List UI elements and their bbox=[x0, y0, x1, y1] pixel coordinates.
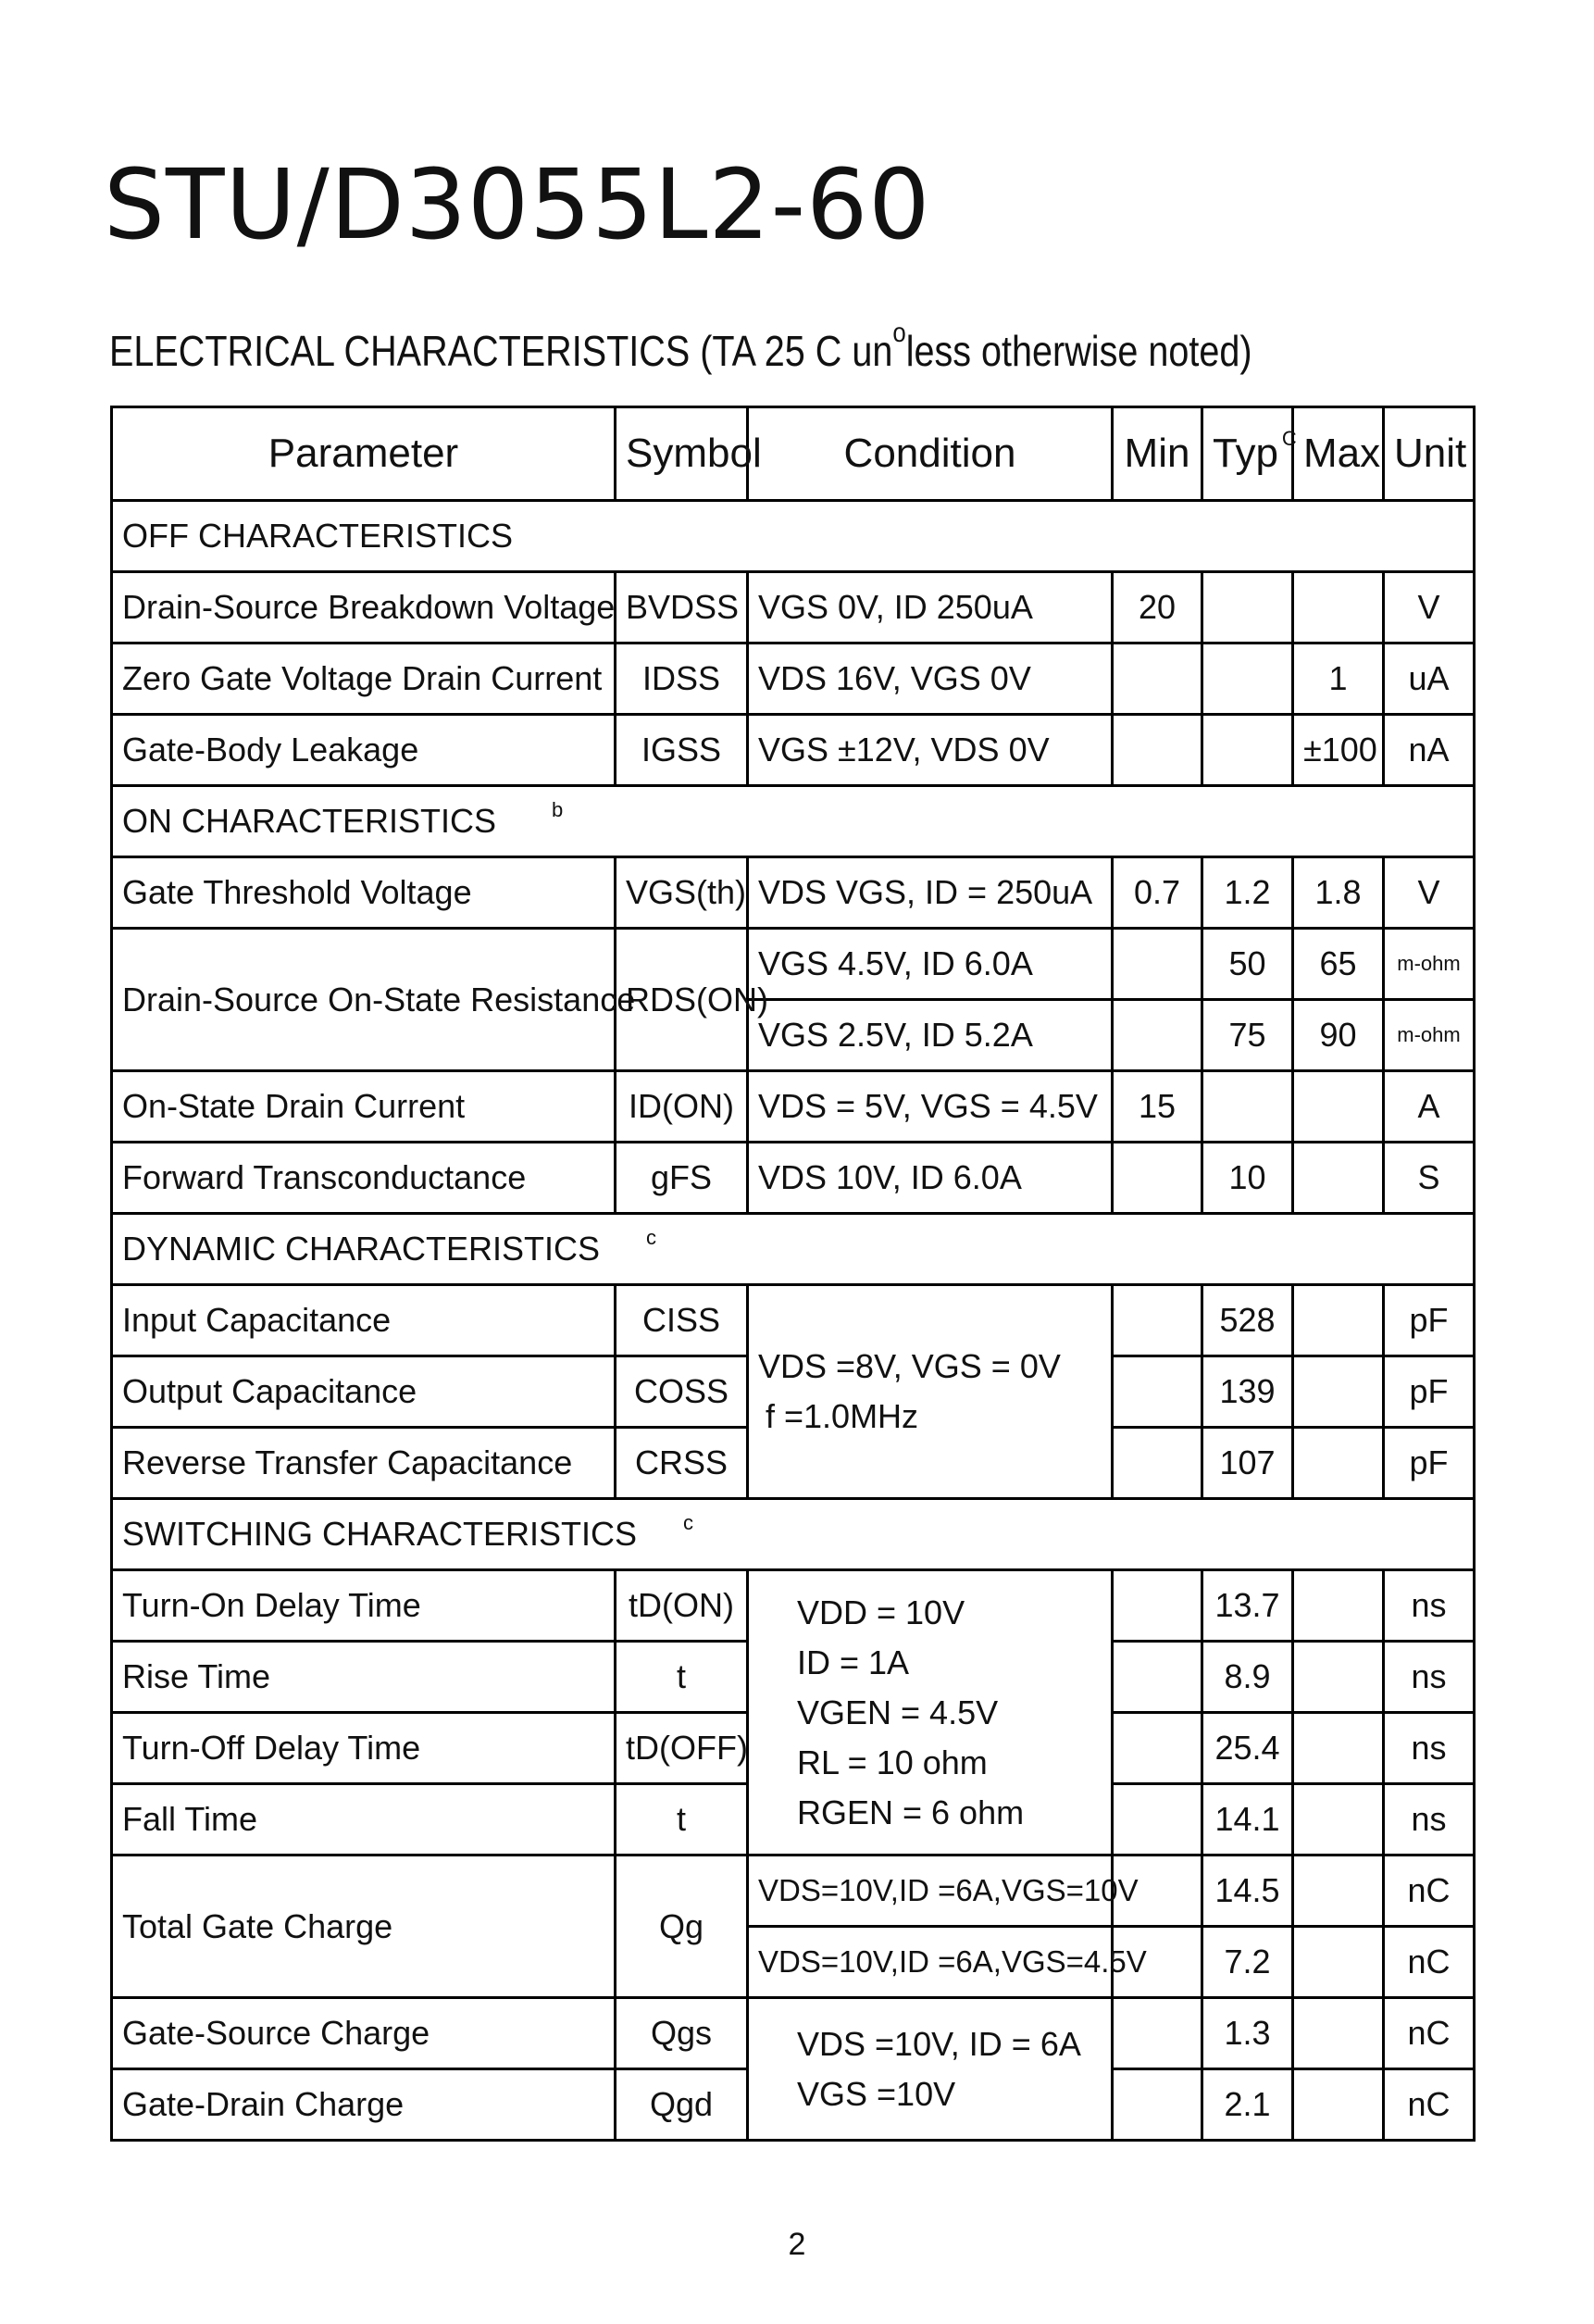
header-condition: Condition bbox=[748, 407, 1113, 501]
max-cell bbox=[1293, 1713, 1384, 1784]
page-number: 2 bbox=[788, 2227, 806, 2262]
typ-cell: 528 bbox=[1202, 1285, 1293, 1356]
min-cell bbox=[1113, 929, 1202, 1000]
unit-cell: pF bbox=[1384, 1285, 1475, 1356]
symbol-cell: Qg bbox=[616, 1855, 748, 1998]
max-cell: 65 bbox=[1293, 929, 1384, 1000]
subtitle-text-before: ELECTRICAL CHARACTERISTICS (TA 25 C un bbox=[109, 327, 893, 375]
symbol-cell: Qgs bbox=[616, 1998, 748, 2069]
typ-cell: 25.4 bbox=[1202, 1713, 1293, 1784]
typ-cell: 7.2 bbox=[1202, 1927, 1293, 1998]
section-on-note: b bbox=[552, 798, 564, 821]
min-cell bbox=[1113, 1000, 1202, 1071]
section-label-off bbox=[112, 501, 1475, 572]
section-switching-text: SWITCHING CHARACTERISTICS bbox=[122, 1515, 638, 1553]
charge-condition-line1: VDS =10V, ID = 6A bbox=[797, 2024, 1081, 2063]
header-typ bbox=[1202, 407, 1297, 501]
condition-cell-charge bbox=[748, 1998, 1113, 2141]
table-row bbox=[112, 857, 1475, 929]
subtitle-text-after: less otherwise noted) bbox=[905, 327, 1252, 375]
header-parameter: Parameter bbox=[112, 407, 616, 501]
table-row bbox=[112, 1570, 1475, 1642]
table-row bbox=[112, 1285, 1475, 1356]
max-cell bbox=[1293, 1784, 1384, 1855]
symbol-cell: RDS(ON) bbox=[616, 929, 748, 1071]
symbol-cell: COSS bbox=[616, 1356, 748, 1428]
min-cell bbox=[1113, 1570, 1202, 1642]
typ-cell bbox=[1202, 1071, 1293, 1143]
min-cell bbox=[1113, 1356, 1202, 1428]
param-cell: Turn-Off Delay Time bbox=[112, 1713, 616, 1784]
unit-cell: A bbox=[1384, 1071, 1475, 1143]
condition-cell: VGS 4.5V, ID 6.0A bbox=[748, 929, 1113, 1000]
typ-cell: 10 bbox=[1202, 1143, 1293, 1214]
dynamic-condition-line1: VDS =8V, VGS = 0V bbox=[758, 1347, 1061, 1385]
symbol-cell: IGSS bbox=[616, 715, 748, 786]
condition-cell: VDS=10V,ID =6A,VGS=4.5V bbox=[748, 1927, 1113, 1998]
unit-cell: nC bbox=[1384, 1927, 1475, 1998]
condition-cell: VDS 16V, VGS 0V bbox=[748, 643, 1113, 715]
symbol-cell: IDSS bbox=[616, 643, 748, 715]
param-cell: On-State Drain Current bbox=[112, 1071, 616, 1143]
typ-cell: 14.5 bbox=[1202, 1855, 1293, 1927]
min-cell bbox=[1113, 1713, 1202, 1784]
unit-cell: ns bbox=[1384, 1642, 1475, 1713]
typ-cell: 2.1 bbox=[1202, 2069, 1293, 2141]
section-label-on bbox=[112, 786, 1475, 857]
symbol-cell: tD(OFF) bbox=[616, 1713, 748, 1784]
param-cell: Fall Time bbox=[112, 1784, 616, 1855]
max-cell: 90 bbox=[1293, 1000, 1384, 1071]
unit-cell: V bbox=[1384, 857, 1475, 929]
section-label-dynamic bbox=[112, 1214, 1475, 1285]
switching-condition-line3: VGEN = 4.5V bbox=[797, 1693, 999, 1731]
table-row bbox=[112, 1855, 1475, 1927]
condition-cell: VDS 10V, ID 6.0A bbox=[748, 1143, 1113, 1214]
unit-cell: pF bbox=[1384, 1428, 1475, 1499]
section-switching-note: c bbox=[683, 1511, 694, 1534]
min-cell: 0.7 bbox=[1113, 857, 1202, 929]
page-title: STU/D3055L2-60 bbox=[104, 148, 931, 261]
max-cell bbox=[1293, 1428, 1384, 1499]
dynamic-condition-line2: f =1.0MHz bbox=[766, 1397, 919, 1435]
typ-cell bbox=[1202, 572, 1293, 643]
header-max: Max bbox=[1293, 407, 1384, 501]
table-row bbox=[112, 643, 1475, 715]
section-row-dynamic bbox=[112, 1214, 1475, 1285]
symbol-cell: t bbox=[616, 1784, 748, 1855]
max-cell bbox=[1293, 2069, 1384, 2141]
condition-cell: VGS 0V, ID 250uA bbox=[748, 572, 1113, 643]
typ-cell: 139 bbox=[1202, 1356, 1293, 1428]
param-cell: Reverse Transfer Capacitance bbox=[112, 1428, 616, 1499]
min-cell bbox=[1113, 1143, 1202, 1214]
typ-cell bbox=[1202, 715, 1293, 786]
min-cell: 15 bbox=[1113, 1071, 1202, 1143]
condition-cell: VGS 2.5V, ID 5.2A bbox=[748, 1000, 1113, 1071]
max-cell bbox=[1293, 1855, 1384, 1927]
symbol-cell: CISS bbox=[616, 1285, 748, 1356]
symbol-cell: t bbox=[616, 1642, 748, 1713]
table-row bbox=[112, 1143, 1475, 1214]
symbol-cell: gFS bbox=[616, 1143, 748, 1214]
charge-condition-line2: VGS =10V bbox=[797, 2074, 956, 2113]
param-cell: Input Capacitance bbox=[112, 1285, 616, 1356]
table-row bbox=[112, 929, 1475, 1000]
param-cell: Gate-Body Leakage bbox=[112, 715, 616, 786]
switching-condition-line5: RGEN = 6 ohm bbox=[797, 1793, 1025, 1831]
min-cell bbox=[1113, 715, 1202, 786]
min-cell bbox=[1113, 1642, 1202, 1713]
max-cell bbox=[1293, 1642, 1384, 1713]
unit-cell: nC bbox=[1384, 2069, 1475, 2141]
unit-cell: nC bbox=[1384, 1855, 1475, 1927]
header-typ-label: Typ bbox=[1213, 431, 1278, 476]
typ-cell: 14.1 bbox=[1202, 1784, 1293, 1855]
typ-cell: 8.9 bbox=[1202, 1642, 1293, 1713]
param-cell: Forward Transconductance bbox=[112, 1143, 616, 1214]
table-header-row bbox=[112, 407, 1475, 501]
degree-symbol: o bbox=[892, 318, 906, 348]
section-dynamic-text: DYNAMIC CHARACTERISTICS bbox=[122, 1230, 601, 1268]
max-cell: ±100 bbox=[1293, 715, 1384, 786]
max-cell bbox=[1293, 1143, 1384, 1214]
min-cell: 20 bbox=[1113, 572, 1202, 643]
section-row-on bbox=[112, 786, 1475, 857]
param-cell: Gate Threshold Voltage bbox=[112, 857, 616, 929]
table-row bbox=[112, 1998, 1475, 2069]
unit-cell: uA bbox=[1384, 643, 1475, 715]
symbol-cell: ID(ON) bbox=[616, 1071, 748, 1143]
condition-cell: VDS=10V,ID =6A,VGS=10V bbox=[748, 1855, 1113, 1927]
max-cell bbox=[1293, 1356, 1384, 1428]
section-on-text: ON CHARACTERISTICS bbox=[122, 802, 497, 840]
condition-cell-dynamic bbox=[748, 1285, 1113, 1499]
max-cell: 1.8 bbox=[1293, 857, 1384, 929]
param-cell: Drain-Source Breakdown Voltage bbox=[112, 572, 616, 643]
max-cell bbox=[1293, 1285, 1384, 1356]
section-subtitle bbox=[109, 318, 1252, 376]
min-cell bbox=[1113, 1784, 1202, 1855]
table-row bbox=[112, 1071, 1475, 1143]
condition-cell: VGS ±12V, VDS 0V bbox=[748, 715, 1113, 786]
max-cell bbox=[1293, 1998, 1384, 2069]
param-cell: Gate-Source Charge bbox=[112, 1998, 616, 2069]
typ-cell: 75 bbox=[1202, 1000, 1293, 1071]
unit-cell: nA bbox=[1384, 715, 1475, 786]
typ-cell: 107 bbox=[1202, 1428, 1293, 1499]
condition-cell: VDS VGS, ID = 250uA bbox=[748, 857, 1113, 929]
symbol-cell: VGS(th) bbox=[616, 857, 748, 929]
electrical-characteristics-table bbox=[110, 406, 1476, 2142]
unit-cell: pF bbox=[1384, 1356, 1475, 1428]
min-cell bbox=[1113, 1285, 1202, 1356]
switching-condition-line2: ID = 1A bbox=[797, 1643, 910, 1681]
typ-cell: 1.3 bbox=[1202, 1998, 1293, 2069]
min-cell bbox=[1113, 2069, 1202, 2141]
header-symbol: Symbol bbox=[616, 407, 748, 501]
switching-condition-line4: RL = 10 ohm bbox=[797, 1743, 988, 1781]
section-row-switching bbox=[112, 1499, 1475, 1570]
param-cell: Gate-Drain Charge bbox=[112, 2069, 616, 2141]
param-cell: Zero Gate Voltage Drain Current bbox=[112, 643, 616, 715]
symbol-cell: CRSS bbox=[616, 1428, 748, 1499]
unit-cell: S bbox=[1384, 1143, 1475, 1214]
max-cell bbox=[1293, 1570, 1384, 1642]
typ-cell bbox=[1202, 643, 1293, 715]
max-cell: 1 bbox=[1293, 643, 1384, 715]
unit-cell: ns bbox=[1384, 1784, 1475, 1855]
section-off-text: OFF CHARACTERISTICS bbox=[122, 517, 514, 555]
condition-cell-switching bbox=[748, 1570, 1113, 1855]
unit-cell: V bbox=[1384, 572, 1475, 643]
param-cell: Output Capacitance bbox=[112, 1356, 616, 1428]
unit-cell: nC bbox=[1384, 1998, 1475, 2069]
condition-cell: VDS = 5V, VGS = 4.5V bbox=[748, 1071, 1113, 1143]
param-cell: Drain-Source On-State Resistance bbox=[112, 929, 616, 1071]
header-min: Min bbox=[1113, 407, 1202, 501]
symbol-cell: BVDSS bbox=[616, 572, 748, 643]
section-row-off bbox=[112, 501, 1475, 572]
header-typ-note: C bbox=[1281, 427, 1297, 450]
typ-cell: 13.7 bbox=[1202, 1570, 1293, 1642]
min-cell bbox=[1113, 1428, 1202, 1499]
unit-cell: ns bbox=[1384, 1713, 1475, 1784]
section-dynamic-note: c bbox=[646, 1226, 657, 1249]
max-cell bbox=[1293, 1071, 1384, 1143]
typ-cell: 1.2 bbox=[1202, 857, 1293, 929]
max-cell bbox=[1293, 572, 1384, 643]
param-cell: Total Gate Charge bbox=[112, 1855, 616, 1998]
unit-cell: m-ohm bbox=[1384, 1000, 1475, 1071]
max-cell bbox=[1293, 1927, 1384, 1998]
min-cell bbox=[1113, 643, 1202, 715]
table-row bbox=[112, 715, 1475, 786]
min-cell bbox=[1113, 1998, 1202, 2069]
param-cell: Turn-On Delay Time bbox=[112, 1570, 616, 1642]
symbol-cell: tD(ON) bbox=[616, 1570, 748, 1642]
section-label-switching bbox=[112, 1499, 1475, 1570]
header-unit: Unit bbox=[1384, 407, 1475, 501]
param-cell: Rise Time bbox=[112, 1642, 616, 1713]
table-row bbox=[112, 572, 1475, 643]
unit-cell: ns bbox=[1384, 1570, 1475, 1642]
typ-cell: 50 bbox=[1202, 929, 1293, 1000]
switching-condition-line1: VDD = 10V bbox=[797, 1593, 965, 1631]
unit-cell: m-ohm bbox=[1384, 929, 1475, 1000]
symbol-cell: Qgd bbox=[616, 2069, 748, 2141]
